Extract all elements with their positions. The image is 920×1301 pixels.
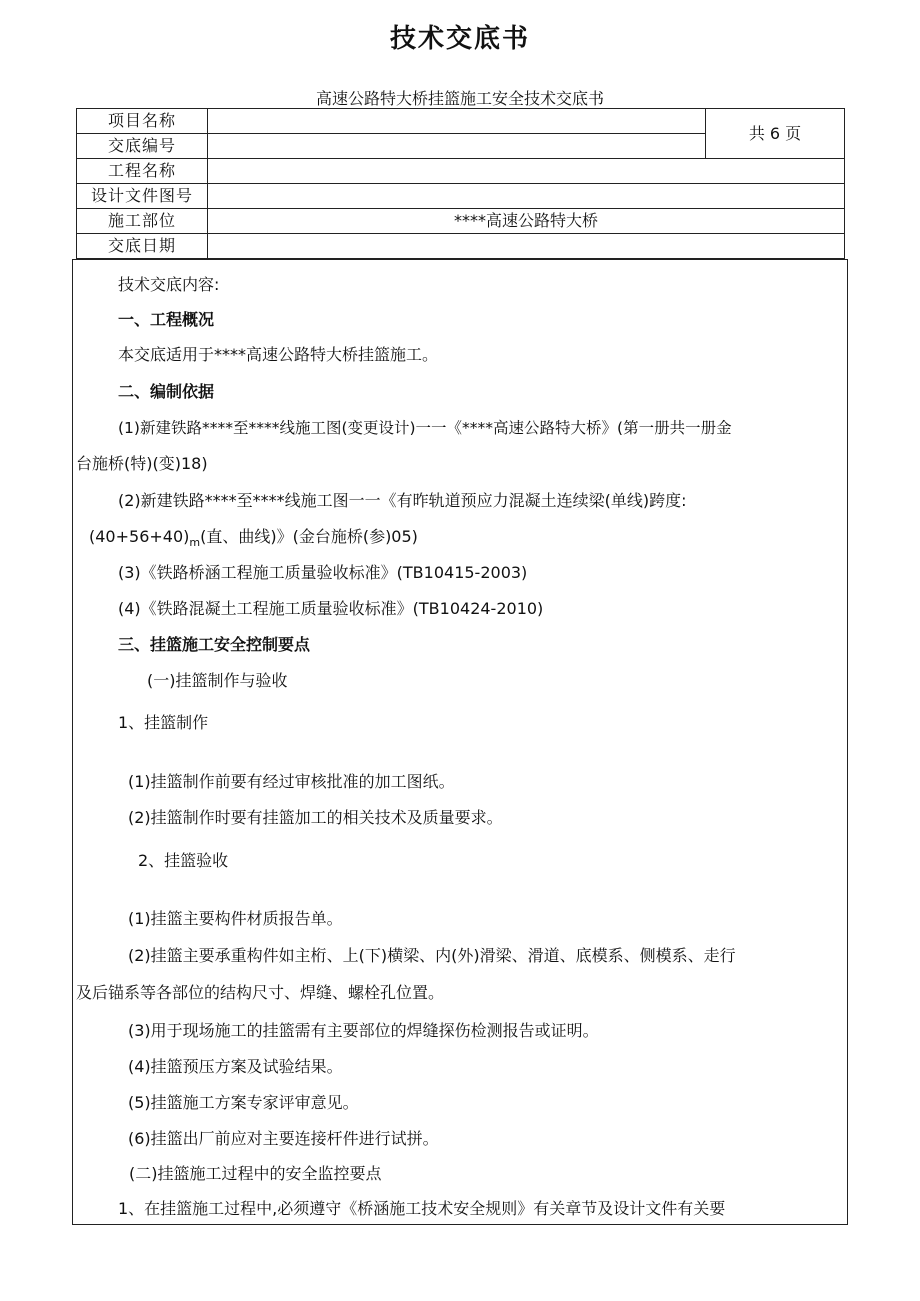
date-value [208, 234, 845, 259]
span-dimensions: (40+56+40) [89, 527, 190, 546]
project-name-label: 项目名称 [77, 109, 208, 134]
fabrication-item-2: (2)挂篮制作时要有挂篮加工的相关技术及质量要求。 [128, 808, 503, 827]
basis-item-4: (4)《铁路混凝土工程施工质量验收标准》(TB10424-2010) [118, 599, 544, 618]
basis-item-2-tail: (直、曲线)》(金台施桥(参)05) [200, 527, 418, 546]
design-drawing-label: 设计文件图号 [77, 184, 208, 209]
page-count: 共 6 页 [706, 109, 845, 159]
subsection-1-title: (一)挂篮制作与验收 [147, 671, 288, 690]
acceptance-item-4: (4)挂篮预压方案及试验结果。 [128, 1057, 343, 1076]
acceptance-item-5: (5)挂篮施工方案专家评审意见。 [128, 1093, 359, 1112]
fabrication-title: 1、挂篮制作 [118, 713, 209, 732]
document-title: 技术交底书 [389, 24, 530, 54]
acceptance-item-3: (3)用于现场施工的挂篮需有主要部位的焊缝探伤检测报告或证明。 [128, 1021, 599, 1040]
fabrication-item-1: (1)挂篮制作前要有经过审核批准的加工图纸。 [128, 772, 455, 791]
span-unit: m [189, 536, 201, 550]
info-table [76, 108, 845, 259]
doc-number-value [208, 134, 706, 159]
acceptance-item-1: (1)挂篮主要构件材质报告单。 [128, 909, 343, 928]
doc-number-label: 交底编号 [77, 134, 208, 159]
acceptance-item-2-line-2: 及后锚系等各部位的结构尺寸、焊缝、螺栓孔位置。 [76, 983, 445, 1002]
basis-item-2-line-1: (2)新建铁路****至****线施工图一一《有昨轨道预应力混凝土连续梁(单线)跨度: [118, 491, 687, 510]
project-name-value [208, 109, 706, 134]
monitoring-item-1: 1、在挂篮施工过程中,必须遵守《桥涵施工技术安全规则》有关章节及设计文件有关要 [118, 1199, 726, 1218]
basis-item-1-line-2: 台施桥(特)(变)18) [76, 454, 208, 473]
section-2-title: 二、编制依据 [118, 382, 215, 401]
location-label: 施工部位 [77, 209, 208, 234]
section-3-title: 三、挂篮施工安全控制要点 [118, 635, 311, 654]
location-value: ****高速公路特大桥 [208, 209, 845, 234]
work-name-label: 工程名称 [77, 159, 208, 184]
date-label: 交底日期 [77, 234, 208, 259]
content-box [72, 259, 848, 1225]
basis-item-2-line-2 [89, 526, 418, 554]
section-1-title: 一、工程概况 [118, 310, 215, 329]
acceptance-item-6: (6)挂篮出厂前应对主要连接杆件进行试拼。 [128, 1129, 439, 1148]
acceptance-item-2-line-1: (2)挂篮主要承重构件如主桁、上(下)横梁、内(外)滑梁、滑道、底模系、侧模系、走行 [128, 946, 736, 965]
subsection-2-title: (二)挂篮施工过程中的安全监控要点 [129, 1164, 382, 1183]
content-heading: 技术交底内容: [118, 275, 220, 294]
document-subtitle: 高速公路特大桥挂篮施工安全技术交底书 [315, 89, 604, 108]
acceptance-title: 2、挂篮验收 [138, 851, 229, 870]
work-name-value [208, 159, 845, 184]
basis-item-1-line-1: (1)新建铁路****至****线施工图(变更设计)一一《****高速公路特大桥》(第一册共一册金 [118, 419, 732, 437]
section-1-body: 本交底适用于****高速公路特大桥挂篮施工。 [118, 345, 439, 364]
design-drawing-value [208, 184, 845, 209]
basis-item-3: (3)《铁路桥涵工程施工质量验收标准》(TB10415-2003) [118, 563, 528, 582]
